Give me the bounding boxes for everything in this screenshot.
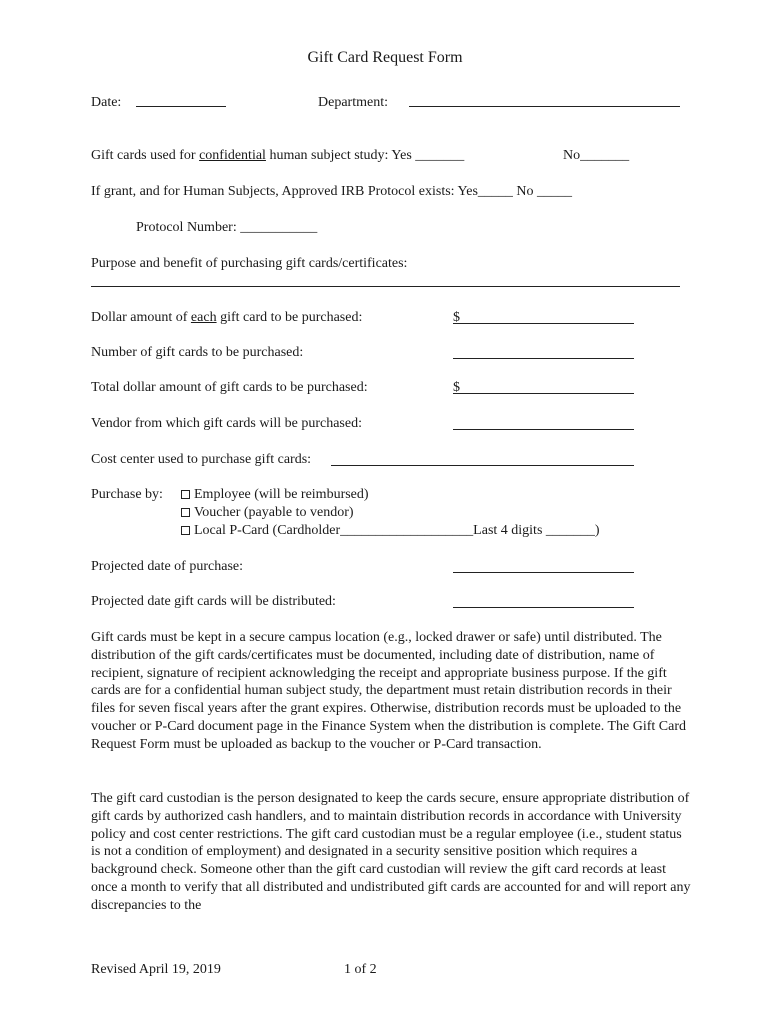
irb-question[interactable]: If grant, and for Human Subjects, Approved IRB Protocol exists: Yes_____ No _____	[91, 184, 573, 199]
option-employee-label: Employee (will be reimbursed)	[194, 487, 369, 502]
amount-each-currency: $	[453, 310, 460, 325]
confidential-prefix: Gift cards used for	[91, 148, 200, 163]
total-amount-currency: $	[453, 380, 460, 395]
confidential-no-field[interactable]: No_______	[563, 148, 630, 163]
purpose-field[interactable]	[91, 286, 680, 287]
page-number: 1 of 2	[344, 962, 377, 977]
date-field[interactable]	[136, 106, 226, 107]
checkbox[interactable]	[181, 526, 190, 535]
vendor-field[interactable]	[453, 429, 634, 430]
checkbox[interactable]	[181, 508, 190, 517]
option-pcard-label: Local P-Card (Cardholder___________________Last 4 digits _______)	[194, 523, 600, 538]
vendor-label: Vendor from which gift cards will be purchased:	[91, 416, 362, 431]
amount-each-label	[91, 310, 362, 326]
total-amount-label: Total dollar amount of gift cards to be purchased:	[91, 380, 368, 395]
confidential-emphasis: confidential	[199, 148, 266, 163]
department-label: Department:	[318, 95, 388, 110]
protocol-number-field[interactable]: Protocol Number: ___________	[136, 220, 318, 235]
purpose-label: Purpose and benefit of purchasing gift cards/certificates:	[91, 256, 408, 271]
cost-center-label: Cost center used to purchase gift cards:	[91, 452, 312, 467]
cost-center-field[interactable]	[331, 465, 634, 466]
option-voucher-label: Voucher (payable to vendor)	[194, 505, 354, 520]
revised-date: Revised April 19, 2019	[91, 962, 221, 977]
amount-each-emphasis: each	[190, 310, 217, 325]
number-cards-field[interactable]	[453, 358, 634, 359]
amount-each-suffix: gift card to be purchased:	[216, 310, 363, 325]
projected-distributed-field[interactable]	[453, 607, 634, 608]
projected-distributed-label: Projected date gift cards will be distributed:	[91, 594, 336, 609]
paragraph-storage-policy: Gift cards must be kept in a secure campus location (e.g., locked drawer or safe) until distributed. The distribution of the gift cards/certificates must be documented, including date of distribution, name of recipient, signature of recipient acknowledging the receipt and appropriate business purpose. If the gift cards are for a confidential human subject study, the department must retain distribution records in their files for seven fiscal years after the grant expires. Otherwise, distribution records must be uploaded to the voucher or P-Card document page in the Finance System when the distribution is complete. The Gift Card Request Form must be uploaded as backup to the voucher or P-Card transaction.	[91, 630, 686, 752]
page-title: Gift Card Request Form	[307, 49, 463, 66]
total-amount-field[interactable]	[453, 393, 634, 394]
projected-purchase-field[interactable]	[453, 572, 634, 573]
purchase-by-label: Purchase by:	[91, 487, 163, 502]
paragraph-custodian-policy: The gift card custodian is the person designated to keep the cards secure, ensure appropriate distribution of gift cards by authorized cash handlers, and to maintain distribution records in accordance with University policy and cost center restrictions. The gift card custodian must be a regular employee (i.e., student status is not a condition of employment) and designated in a security sensitive position which requires a background check. Someone other than the gift card custodian will review the gift card records at least once a month to verify that all distributed and undistributed gift cards are accounted for and will report any discrepancies to the	[91, 791, 691, 913]
amount-each-prefix: Dollar amount of	[91, 310, 191, 325]
amount-each-field[interactable]	[453, 323, 634, 324]
projected-purchase-label: Projected date of purchase:	[91, 559, 243, 574]
option-employee[interactable]	[181, 487, 369, 503]
date-label: Date:	[91, 95, 122, 110]
department-field[interactable]	[409, 106, 680, 107]
confidential-suffix: human subject study: Yes _______	[265, 148, 465, 163]
option-pcard[interactable]	[181, 523, 600, 539]
checkbox[interactable]	[181, 490, 190, 499]
option-voucher[interactable]	[181, 505, 354, 521]
confidential-question	[91, 148, 464, 164]
number-cards-label: Number of gift cards to be purchased:	[91, 345, 304, 360]
